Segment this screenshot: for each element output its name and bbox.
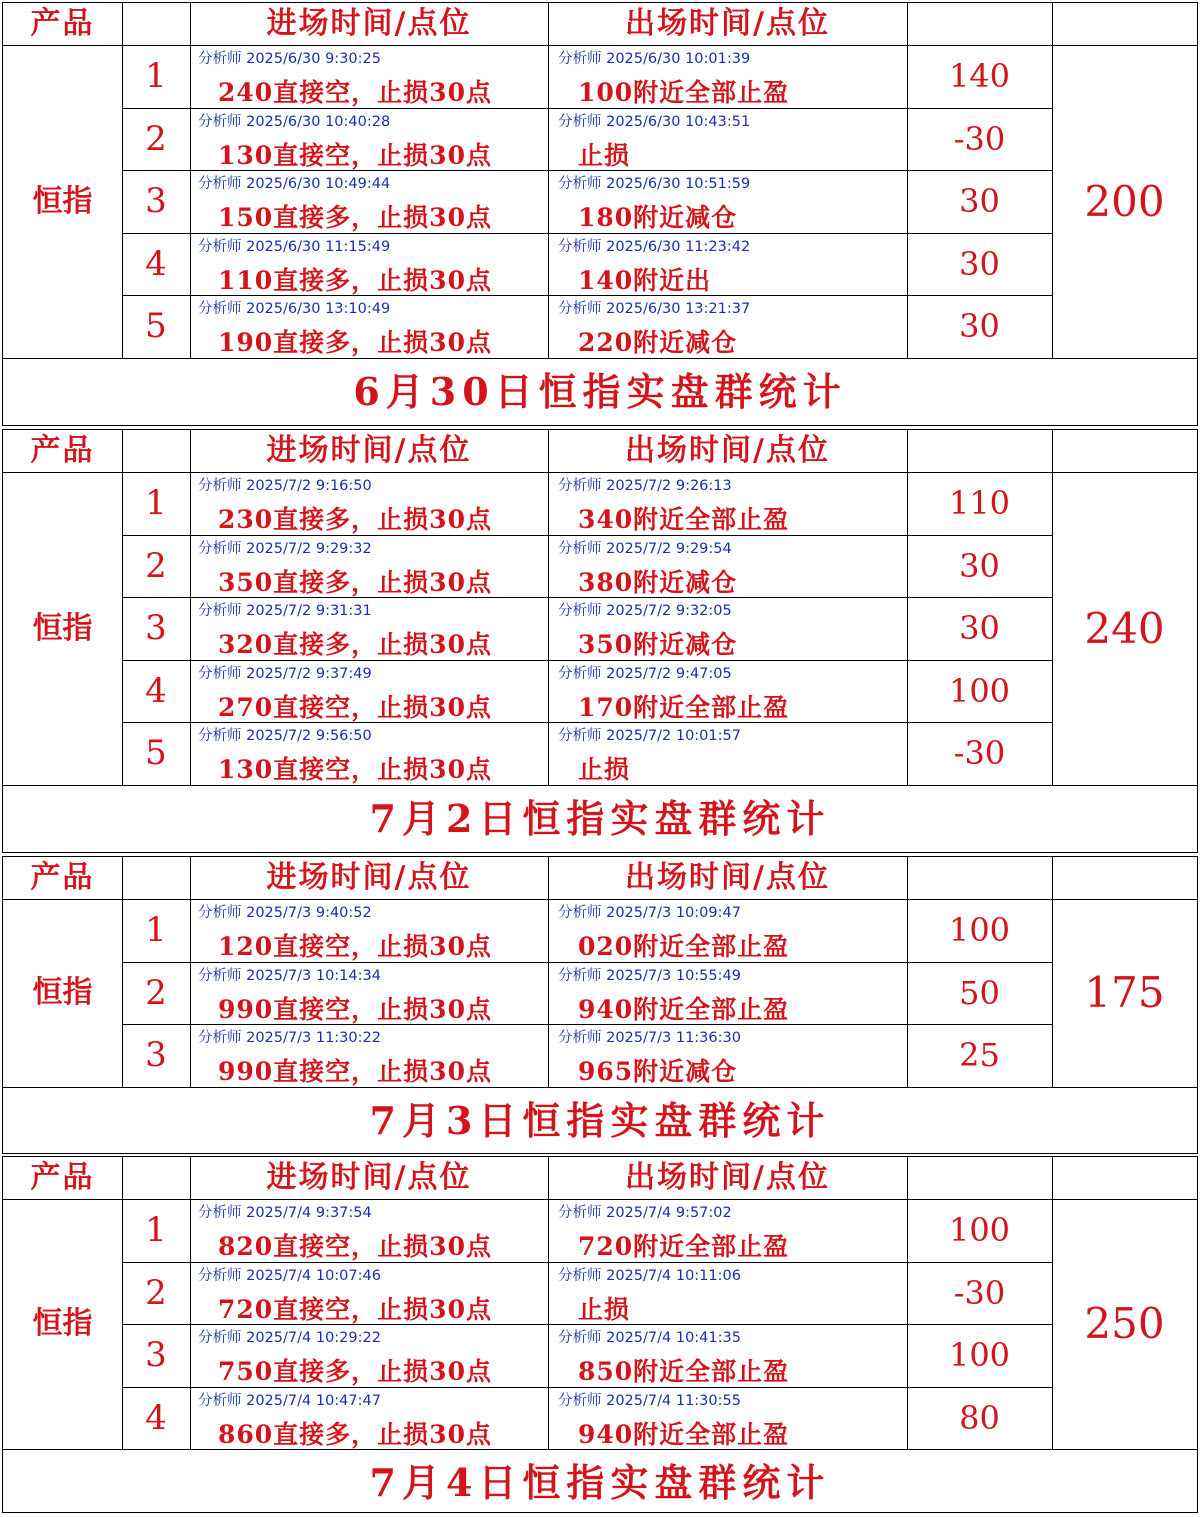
exit-timestamp: 分析师 2025/7/3 10:09:47 [558,905,741,921]
entry-instruction: 190直接多，止损30点 [218,328,492,358]
product-label: 恒指 [32,1306,93,1341]
column-divider [190,1157,191,1449]
exit-timestamp: 分析师 2025/7/2 10:01:57 [558,728,741,745]
exit-timestamp: 分析师 2025/6/30 10:43:51 [558,113,751,130]
header-product: 产品 [30,860,95,895]
trade-number: 3 [145,181,167,222]
trade-number: 2 [145,1272,167,1313]
trade-number: 2 [145,545,167,586]
exit-instruction: 850附近全部止盈 [578,1357,790,1387]
exit-instruction: 720附近全部止盈 [578,1232,790,1261]
entry-instruction: 130直接空，止损30点 [218,140,492,170]
entry-instruction: 990直接空，止损30点 [218,1057,492,1087]
exit-timestamp: 分析师 2025/7/2 9:32:05 [558,603,732,620]
header-product: 产品 [30,6,95,41]
trade-points: 100 [948,911,1011,949]
entry-instruction: 720直接空，止损30点 [218,1294,492,1324]
entry-instruction: 130直接空，止损30点 [218,755,492,785]
entry-timestamp: 分析师 2025/6/30 10:40:28 [198,113,391,130]
header-product: 产品 [30,1160,95,1195]
column-divider [548,1157,549,1449]
stats-block [2,429,1198,853]
exit-timestamp: 分析师 2025/7/3 10:55:49 [558,967,741,984]
entry-timestamp: 分析师 2025/7/4 10:29:22 [198,1330,381,1347]
entry-instruction: 270直接空，止损30点 [218,692,492,722]
exit-instruction: 350附近减仓 [578,630,738,660]
trade-number: 5 [145,733,167,774]
trade-points: 30 [959,244,1000,283]
entry-instruction: 150直接多，止损30点 [218,203,492,233]
trade-points: 30 [959,609,1000,648]
entry-timestamp: 分析师 2025/7/2 9:29:32 [198,540,372,557]
trade-points: 50 [959,973,1000,1012]
trade-points: 140 [948,57,1011,95]
exit-timestamp: 分析师 2025/7/4 10:11:06 [558,1267,741,1284]
trade-points: 30 [959,546,1000,585]
exit-instruction: 940附近全部止盈 [578,1419,790,1449]
column-divider [548,857,549,1087]
entry-timestamp: 分析师 2025/7/4 9:37:54 [198,1205,372,1221]
block-title: 6月30日恒指实盘群统计 [353,369,847,414]
entry-timestamp: 分析师 2025/6/30 13:10:49 [198,301,391,318]
header-entry: 进场时间/点位 [266,1160,472,1195]
exit-timestamp: 分析师 2025/6/30 13:21:37 [558,301,751,318]
header-exit: 出场时间/点位 [625,6,830,41]
entry-timestamp: 分析师 2025/7/3 11:30:22 [198,1030,381,1047]
exit-instruction: 170附近全部止盈 [578,692,790,722]
exit-timestamp: 分析师 2025/6/30 10:01:39 [558,51,751,67]
entry-timestamp: 分析师 2025/6/30 9:30:25 [198,51,381,67]
stats-block [2,856,1198,1154]
header-points [907,3,1052,45]
entry-instruction: 110直接多，止损30点 [218,265,492,295]
trade-points: 100 [948,671,1011,710]
product-label: 恒指 [32,975,93,1010]
column-divider [190,3,191,358]
exit-instruction: 965附近减仓 [578,1057,738,1087]
entry-instruction: 350直接多，止损30点 [218,567,492,597]
header-entry: 进场时间/点位 [266,860,472,895]
exit-instruction: 340附近全部止盈 [578,505,790,534]
trade-number: 1 [145,483,167,523]
entry-instruction: 240直接空，止损30点 [218,78,492,107]
column-divider [190,430,191,785]
header-points [907,1157,1052,1199]
trade-points: 80 [959,1398,1000,1437]
exit-timestamp: 分析师 2025/7/2 9:26:13 [558,478,732,494]
trade-number: 4 [145,1397,167,1438]
exit-instruction: 180附近减仓 [578,203,738,233]
entry-instruction: 990直接空，止损30点 [218,994,492,1024]
exit-instruction: 止损 [578,140,631,170]
product-label: 恒指 [32,184,93,219]
header-number [122,430,190,472]
trade-points: 30 [959,307,1000,346]
exit-timestamp: 分析师 2025/6/30 10:51:59 [558,176,751,193]
header-total [1052,857,1197,899]
exit-timestamp: 分析师 2025/7/4 10:41:35 [558,1330,741,1347]
entry-instruction: 750直接多，止损30点 [218,1357,492,1387]
header-total [1052,430,1197,472]
header-exit: 出场时间/点位 [625,860,830,895]
header-total [1052,1157,1197,1199]
block-title: 7月2日恒指实盘群统计 [369,796,831,841]
trade-number: 4 [145,670,167,711]
header-entry: 进场时间/点位 [266,6,472,41]
trade-number: 1 [145,910,167,950]
exit-instruction: 止损 [578,1294,631,1324]
block-title: 7月3日恒指实盘群统计 [369,1097,831,1143]
trade-number: 4 [145,243,167,284]
exit-timestamp: 分析师 2025/7/4 9:57:02 [558,1205,732,1221]
header-product: 产品 [30,433,95,468]
trade-points: -30 [953,119,1006,158]
entry-timestamp: 分析师 2025/6/30 11:15:49 [198,238,391,255]
header-total [1052,3,1197,45]
header-number [122,1157,190,1199]
trade-number: 2 [145,118,167,159]
entry-timestamp: 分析师 2025/7/4 10:47:47 [198,1392,381,1409]
trade-points: -30 [953,734,1006,773]
exit-timestamp: 分析师 2025/6/30 11:23:42 [558,238,751,255]
entry-instruction: 860直接多，止损30点 [218,1419,492,1449]
column-divider [548,3,549,358]
header-points [907,430,1052,472]
header-exit: 出场时间/点位 [625,433,830,468]
entry-timestamp: 分析师 2025/6/30 10:49:44 [198,176,391,193]
trade-points: -30 [953,1273,1006,1312]
column-divider [548,430,549,785]
trade-number: 3 [145,608,167,649]
entry-timestamp: 分析师 2025/7/2 9:56:50 [198,728,372,745]
stats-block [2,1156,1198,1513]
trade-number: 1 [145,1210,167,1250]
header-entry: 进场时间/点位 [266,433,472,468]
exit-instruction: 020附近全部止盈 [578,932,790,961]
exit-instruction: 止损 [578,755,631,785]
exit-instruction: 100附近全部止盈 [578,78,790,107]
exit-instruction: 380附近减仓 [578,567,738,597]
entry-timestamp: 分析师 2025/7/3 9:40:52 [198,905,372,921]
trade-number: 3 [145,1035,167,1076]
exit-instruction: 140附近出 [578,265,712,295]
trade-points: 110 [948,484,1011,522]
total-points: 200 [1084,177,1165,226]
exit-timestamp: 分析师 2025/7/4 11:30:55 [558,1392,741,1409]
entry-instruction: 230直接多，止损30点 [218,505,492,534]
total-points: 175 [1084,968,1165,1017]
trade-points: 100 [948,1211,1011,1249]
exit-timestamp: 分析师 2025/7/2 9:47:05 [558,665,732,682]
block-title: 7月4日恒指实盘群统计 [369,1460,831,1506]
product-label: 恒指 [32,611,93,646]
trade-number: 2 [145,972,167,1013]
trade-number: 5 [145,306,167,347]
trade-number: 1 [145,56,167,96]
exit-timestamp: 分析师 2025/7/3 11:36:30 [558,1030,741,1047]
entry-timestamp: 分析师 2025/7/2 9:16:50 [198,478,372,494]
trade-points: 25 [959,1036,1000,1075]
exit-timestamp: 分析师 2025/7/2 9:29:54 [558,540,732,557]
entry-timestamp: 分析师 2025/7/2 9:31:31 [198,603,372,620]
entry-instruction: 120直接空，止损30点 [218,932,492,961]
exit-instruction: 220附近减仓 [578,328,738,358]
trade-number: 3 [145,1335,167,1376]
header-number [122,3,190,45]
entry-timestamp: 分析师 2025/7/3 10:14:34 [198,967,381,984]
trade-points: 100 [948,1336,1011,1375]
total-points: 240 [1084,604,1165,653]
entry-timestamp: 分析师 2025/7/4 10:07:46 [198,1267,381,1284]
total-points: 250 [1084,1299,1165,1348]
entry-timestamp: 分析师 2025/7/2 9:37:49 [198,665,372,682]
header-exit: 出场时间/点位 [625,1160,830,1195]
entry-instruction: 320直接多，止损30点 [218,630,492,660]
stats-block [2,2,1198,426]
header-points [907,857,1052,899]
column-divider [190,857,191,1087]
trade-points: 30 [959,182,1000,221]
exit-instruction: 940附近全部止盈 [578,994,790,1024]
header-number [122,857,190,899]
entry-instruction: 820直接空，止损30点 [218,1232,492,1261]
